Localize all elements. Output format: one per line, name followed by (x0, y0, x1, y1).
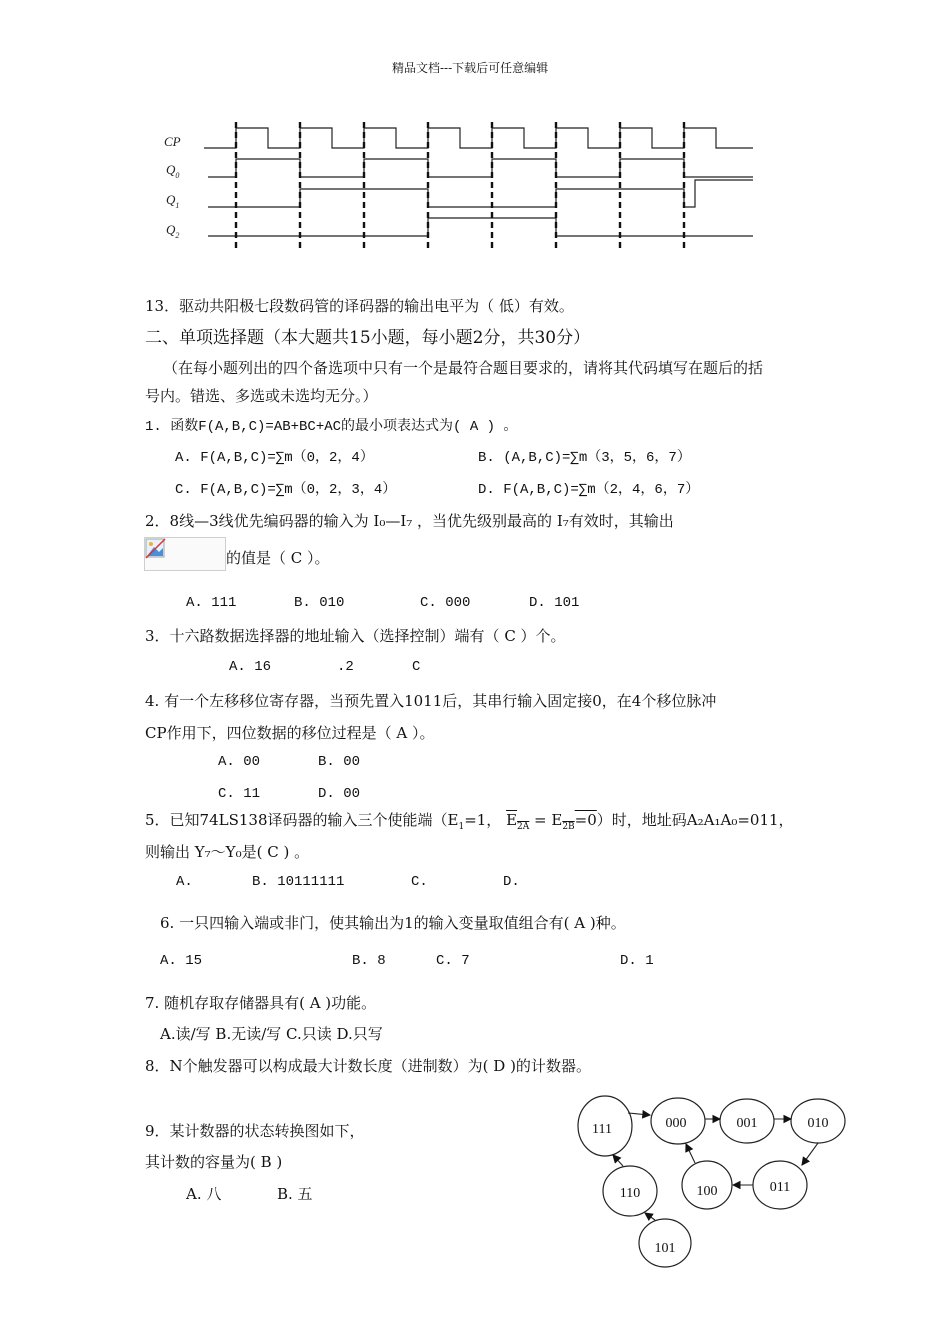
e2b-enable: E (551, 811, 563, 829)
state-label: 110 (619, 1186, 641, 1201)
state-label: 000 (665, 1116, 687, 1131)
question-9-line1: 9．某计数器的状态转换图如下， (145, 1122, 365, 1140)
broken-image-icon (145, 538, 167, 560)
question-2-line2: 的值是（ C ）。 (226, 549, 330, 567)
question-8-stem: 8．N个触发器可以构成最大计数长度（进制数）为( D )的计数器。 (145, 1057, 591, 1075)
q1-label: $Q_1$ (166, 192, 180, 210)
state-label: 100 (696, 1184, 718, 1199)
question-2-line1: 2．8线—3线优先编码器的输入为 I₀—I₇ ，当优先级别最高的 I₇有效时，其输出 (145, 512, 674, 530)
edge-100-000 (686, 1144, 695, 1163)
edge-101-110 (645, 1213, 655, 1220)
e2a-enable: $\overline{E}$ (506, 811, 518, 829)
question-9-option-b: B. 五 (277, 1185, 313, 1203)
question-4-option-b: B. 00 (318, 754, 361, 770)
question-5-option-d: D. (503, 874, 520, 890)
question-9-option-a: A. 八 (186, 1185, 222, 1203)
question-5-line2: 则输出 Y₇～Y₀是( C ) 。 (145, 843, 310, 861)
state-label: 111 (592, 1122, 612, 1137)
question-4-option-d: D. 00 (318, 786, 361, 802)
question-3-option-b: .2 (337, 659, 354, 675)
question-1-stem: 1. 函数F(A,B,C)=AB+BC+AC的最小项表达式为( A ) 。 (145, 419, 518, 435)
question-3-option-c: C (412, 659, 421, 675)
question-6-option-d: D. 1 (620, 953, 654, 969)
page-header: 精品文档---下载后可任意编辑 (392, 61, 549, 75)
question-4-line2: CP作用下，四位数据的移位过程是（ A ）。 (145, 724, 435, 742)
timing-diagram (150, 118, 770, 253)
question-5-option-b: B. 10111111 (252, 874, 345, 890)
q2-label: $Q_2$ (166, 222, 180, 240)
cp-waveform (204, 128, 753, 148)
broken-image-placeholder (144, 537, 226, 571)
q2-waveform (208, 218, 753, 236)
question-9-line2: 其计数的容量为( B ) (145, 1153, 283, 1171)
edge-111-000 (628, 1113, 650, 1115)
section-instruction-line2: 号内。错选、多选或未选均无分。） (145, 387, 378, 405)
question-3-option-a: A. 16 (229, 659, 272, 675)
question-7-stem: 7. 随机存取存储器具有( A )功能。 (145, 994, 377, 1012)
question-5-option-a: A. (176, 874, 193, 890)
question-4-line1: 4. 有一个左移移位寄存器，当预先置入1011后，其串行输入固定接0，在4个移位脉冲 (145, 692, 717, 710)
question-1-option-b: B. (A,B,C)=∑m（3，5，6，7） (478, 450, 691, 466)
edge-110-111 (613, 1155, 623, 1166)
question-3-stem: 3．十六路数据选择器的地址输入（选择控制）端有（ C ）个。 (145, 627, 566, 645)
state-label: 011 (769, 1180, 791, 1195)
state-label: 101 (654, 1241, 676, 1256)
question-13: 13．驱动共阳极七段数码管的译码器的输出电平为（ 低）有效。 (145, 297, 574, 315)
state-label: 010 (807, 1116, 829, 1131)
state-diagram (570, 1085, 855, 1270)
question-5-option-c: C. (411, 874, 428, 890)
question-1-option-d: D. F(A,B,C)=∑m（2，4，6，7） (478, 482, 700, 498)
question-2-option-c: C. 000 (420, 595, 471, 611)
question-6-option-b: B. 8 (352, 953, 386, 969)
question-2-option-d: D. 101 (529, 595, 580, 611)
question-5-line1: 5．已知74LS138译码器的输入三个使能端（$E_1=1$， $\overline{E}_{2A} = E_{2B}=0$）时，地址码A₂A₁A₀=011， (145, 811, 794, 832)
question-6-option-c: C. 7 (436, 953, 470, 969)
state-label: 001 (736, 1116, 758, 1131)
question-1-option-c: C. F(A,B,C)=∑m（0，2，3，4） (175, 482, 397, 498)
question-6-stem: 6. 一只四输入端或非门，使其输出为1的输入变量取值组合有( A )种。 (160, 914, 626, 932)
question-2-option-b: B. 010 (294, 595, 345, 611)
q0-waveform (208, 159, 753, 177)
section-title: 二、单项选择题（本大题共15小题，每小题2分，共30分） (145, 328, 591, 348)
question-2-option-a: A. 111 (186, 595, 237, 611)
edge-010-011 (802, 1143, 818, 1165)
cp-label: CP (164, 134, 181, 149)
question-1-option-a: A. F(A,B,C)=∑m（0，2，4） (175, 450, 374, 466)
question-6-option-a: A. 15 (160, 953, 203, 969)
question-4-option-a: A. 00 (218, 754, 261, 770)
question-4-option-c: C. 11 (218, 786, 261, 802)
question-7-options: A.读/写 B.无读/写 C.只读 D.只写 (160, 1025, 383, 1043)
q0-label: $Q_0$ (166, 162, 180, 180)
section-instruction-line1: （在每小题列出的四个备选项中只有一个是最符合题目要求的，请将其代码填写在题后的括 (163, 359, 764, 377)
q1-waveform (208, 180, 753, 207)
